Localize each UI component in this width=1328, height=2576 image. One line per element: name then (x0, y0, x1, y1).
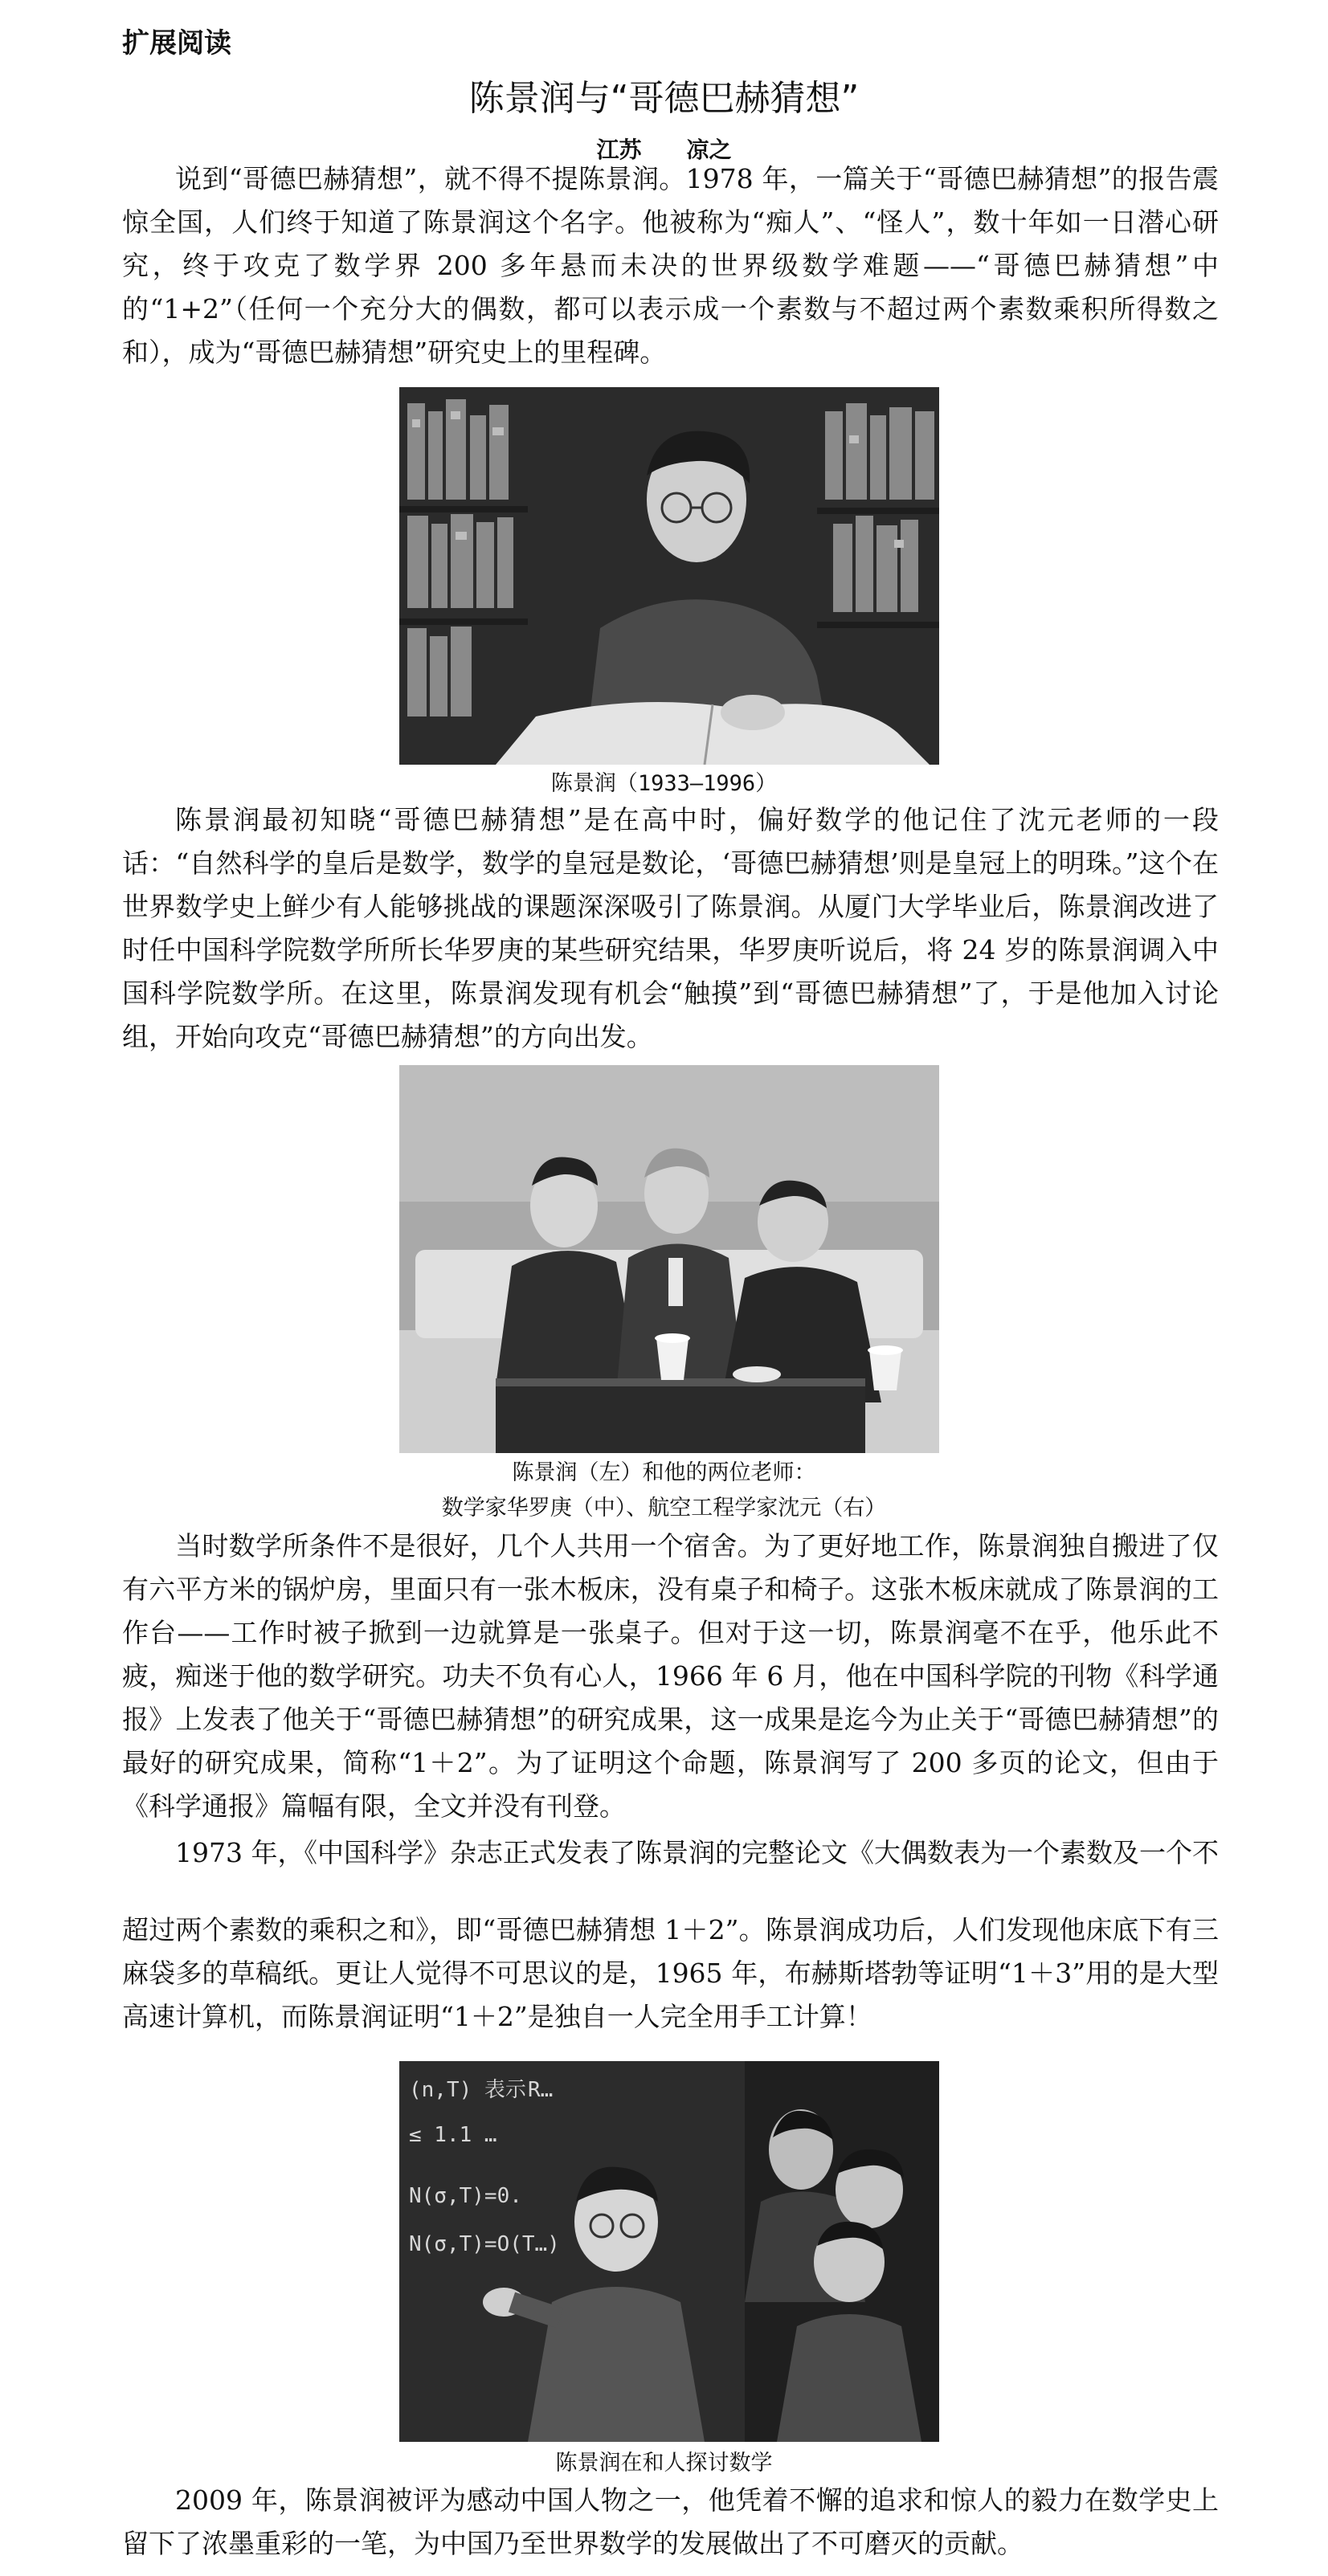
paragraph-text: 1973 年，《中国科学》杂志正式发表了陈景润的完整论文《大偶数表为一个素数及一个不 (175, 1837, 1219, 1868)
photo-portrait-graphic (399, 387, 939, 765)
paragraph-1 (122, 157, 1219, 374)
byline-author: 凉之 (686, 137, 732, 163)
blackboard-line: N(σ,T)=O(T…) (409, 2232, 560, 2256)
photo-teachers (399, 1065, 939, 1453)
caption-line: 数学家华罗庚（中）、航空工程学家沈元（右） (441, 1496, 887, 1521)
caption-line: 陈景润（1933–1996） (550, 771, 778, 796)
paragraph-4 (122, 1831, 1219, 1875)
paragraph-text: 陈景润最初知晓“哥德巴赫猜想”是在高中时，偏好数学的他记住了沈元老师的一段话：“自然科学的皇后是数学，数学的皇冠是数论，‘哥德巴赫猜想’则是皇冠上的明珠。”这个在世界数学史上鲜少有人能够挑战的课题深深吸引了陈景润。从厦门大学毕业后，陈景润改进了时任中国科学院数学所所长华罗庚的某些研究结果，华罗庚听说后，将 24 岁的陈景润调入中国科学院数学所。在这里，陈景润发现有机会“触摸”到“哥德巴赫猜想”了，于是他加入讨论组，开始向攻克“哥德巴赫猜想”的方向出发。 (122, 804, 1219, 1052)
article-title: 陈景润与“哥德巴赫猜想” (468, 78, 860, 119)
paragraph-text: 超过两个素数的乘积之和》，即“哥德巴赫猜想 1＋2”。陈景润成功后，人们发现他床底下有三麻袋多的草稿纸。更让人觉得不可思议的是，1965 年，布赫斯塔勃等证明“1＋3”用的是大型高速计算机，而陈景润证明“1＋2”是独自一人完全用手工计算！ (122, 1914, 1219, 2032)
caption-2 (0, 1455, 1328, 1526)
blackboard-line: N(σ,T)=0. (409, 2184, 522, 2208)
photo-teachers-graphic (399, 1065, 939, 1453)
byline-province: 江苏 (596, 137, 642, 163)
blackboard-line: R… (528, 2078, 554, 2102)
caption-3 (0, 2446, 1328, 2481)
paragraph-text: 说到“哥德巴赫猜想”，就不得不提陈景润。1978 年，一篇关于“哥德巴赫猜想”的报告震惊全国，人们终于知道了陈景润这个名字。他被称为“痴人”、“怪人”，数十年如一日潜心研究，终于攻克了数学界 200 多年悬而未决的世界级数学难题——“哥德巴赫猜想”中的“1+2”（任何一个充分大的偶数，都可以表示成一个素数与不超过两个素数乘积所得数之和），成为“哥德巴赫猜想”研究史上的里程碑。 (122, 163, 1219, 368)
blackboard-line: (n,T) 表示 (409, 2078, 526, 2102)
paragraph-4-continued (122, 1909, 1219, 2039)
caption-1 (0, 766, 1328, 802)
photo-blackboard-graphic (399, 2061, 939, 2442)
caption-line: 陈景润（左）和他的两位老师： (512, 1460, 816, 1485)
caption-line: 陈景润在和人探讨数学 (555, 2451, 773, 2476)
paragraph-5 (122, 2479, 1219, 2566)
paragraph-text: 当时数学所条件不是很好，几个人共用一个宿舍。为了更好地工作，陈景润独自搬进了仅有六平方米的锅炉房，里面只有一张木板床，没有桌子和椅子。这张木板床就成了陈景润的工作台——工作时被子掀到一边就算是一张桌子。但对于这一切，陈景润毫不在乎，他乐此不疲，痴迷于他的数学研究。功夫不负有心人，1966 年 6 月，他在中国科学院的刊物《科学通报》上发表了他关于“哥德巴赫猜想”的研究成果，这一成果是迄今为止关于“哥德巴赫猜想”的最好的研究成果，简称“1＋2”。为了证明这个命题，陈景润写了 200 多页的论文，但由于《科学通报》篇幅有限，全文并没有刊登。 (122, 1530, 1219, 1822)
paragraph-2 (122, 798, 1219, 1059)
section-label: 扩展阅读 (122, 27, 231, 59)
photo-blackboard (399, 2061, 939, 2442)
blackboard-line: ≤ 1.1 … (409, 2123, 497, 2147)
paragraph-text: 2009 年，陈景润被评为感动中国人物之一，他凭着不懈的追求和惊人的毅力在数学史上留下了浓墨重彩的一笔，为中国乃至世界数学的发展做出了不可磨灭的贡献。 (122, 2484, 1219, 2559)
photo-portrait (399, 387, 939, 765)
paragraph-3 (122, 1525, 1219, 1828)
